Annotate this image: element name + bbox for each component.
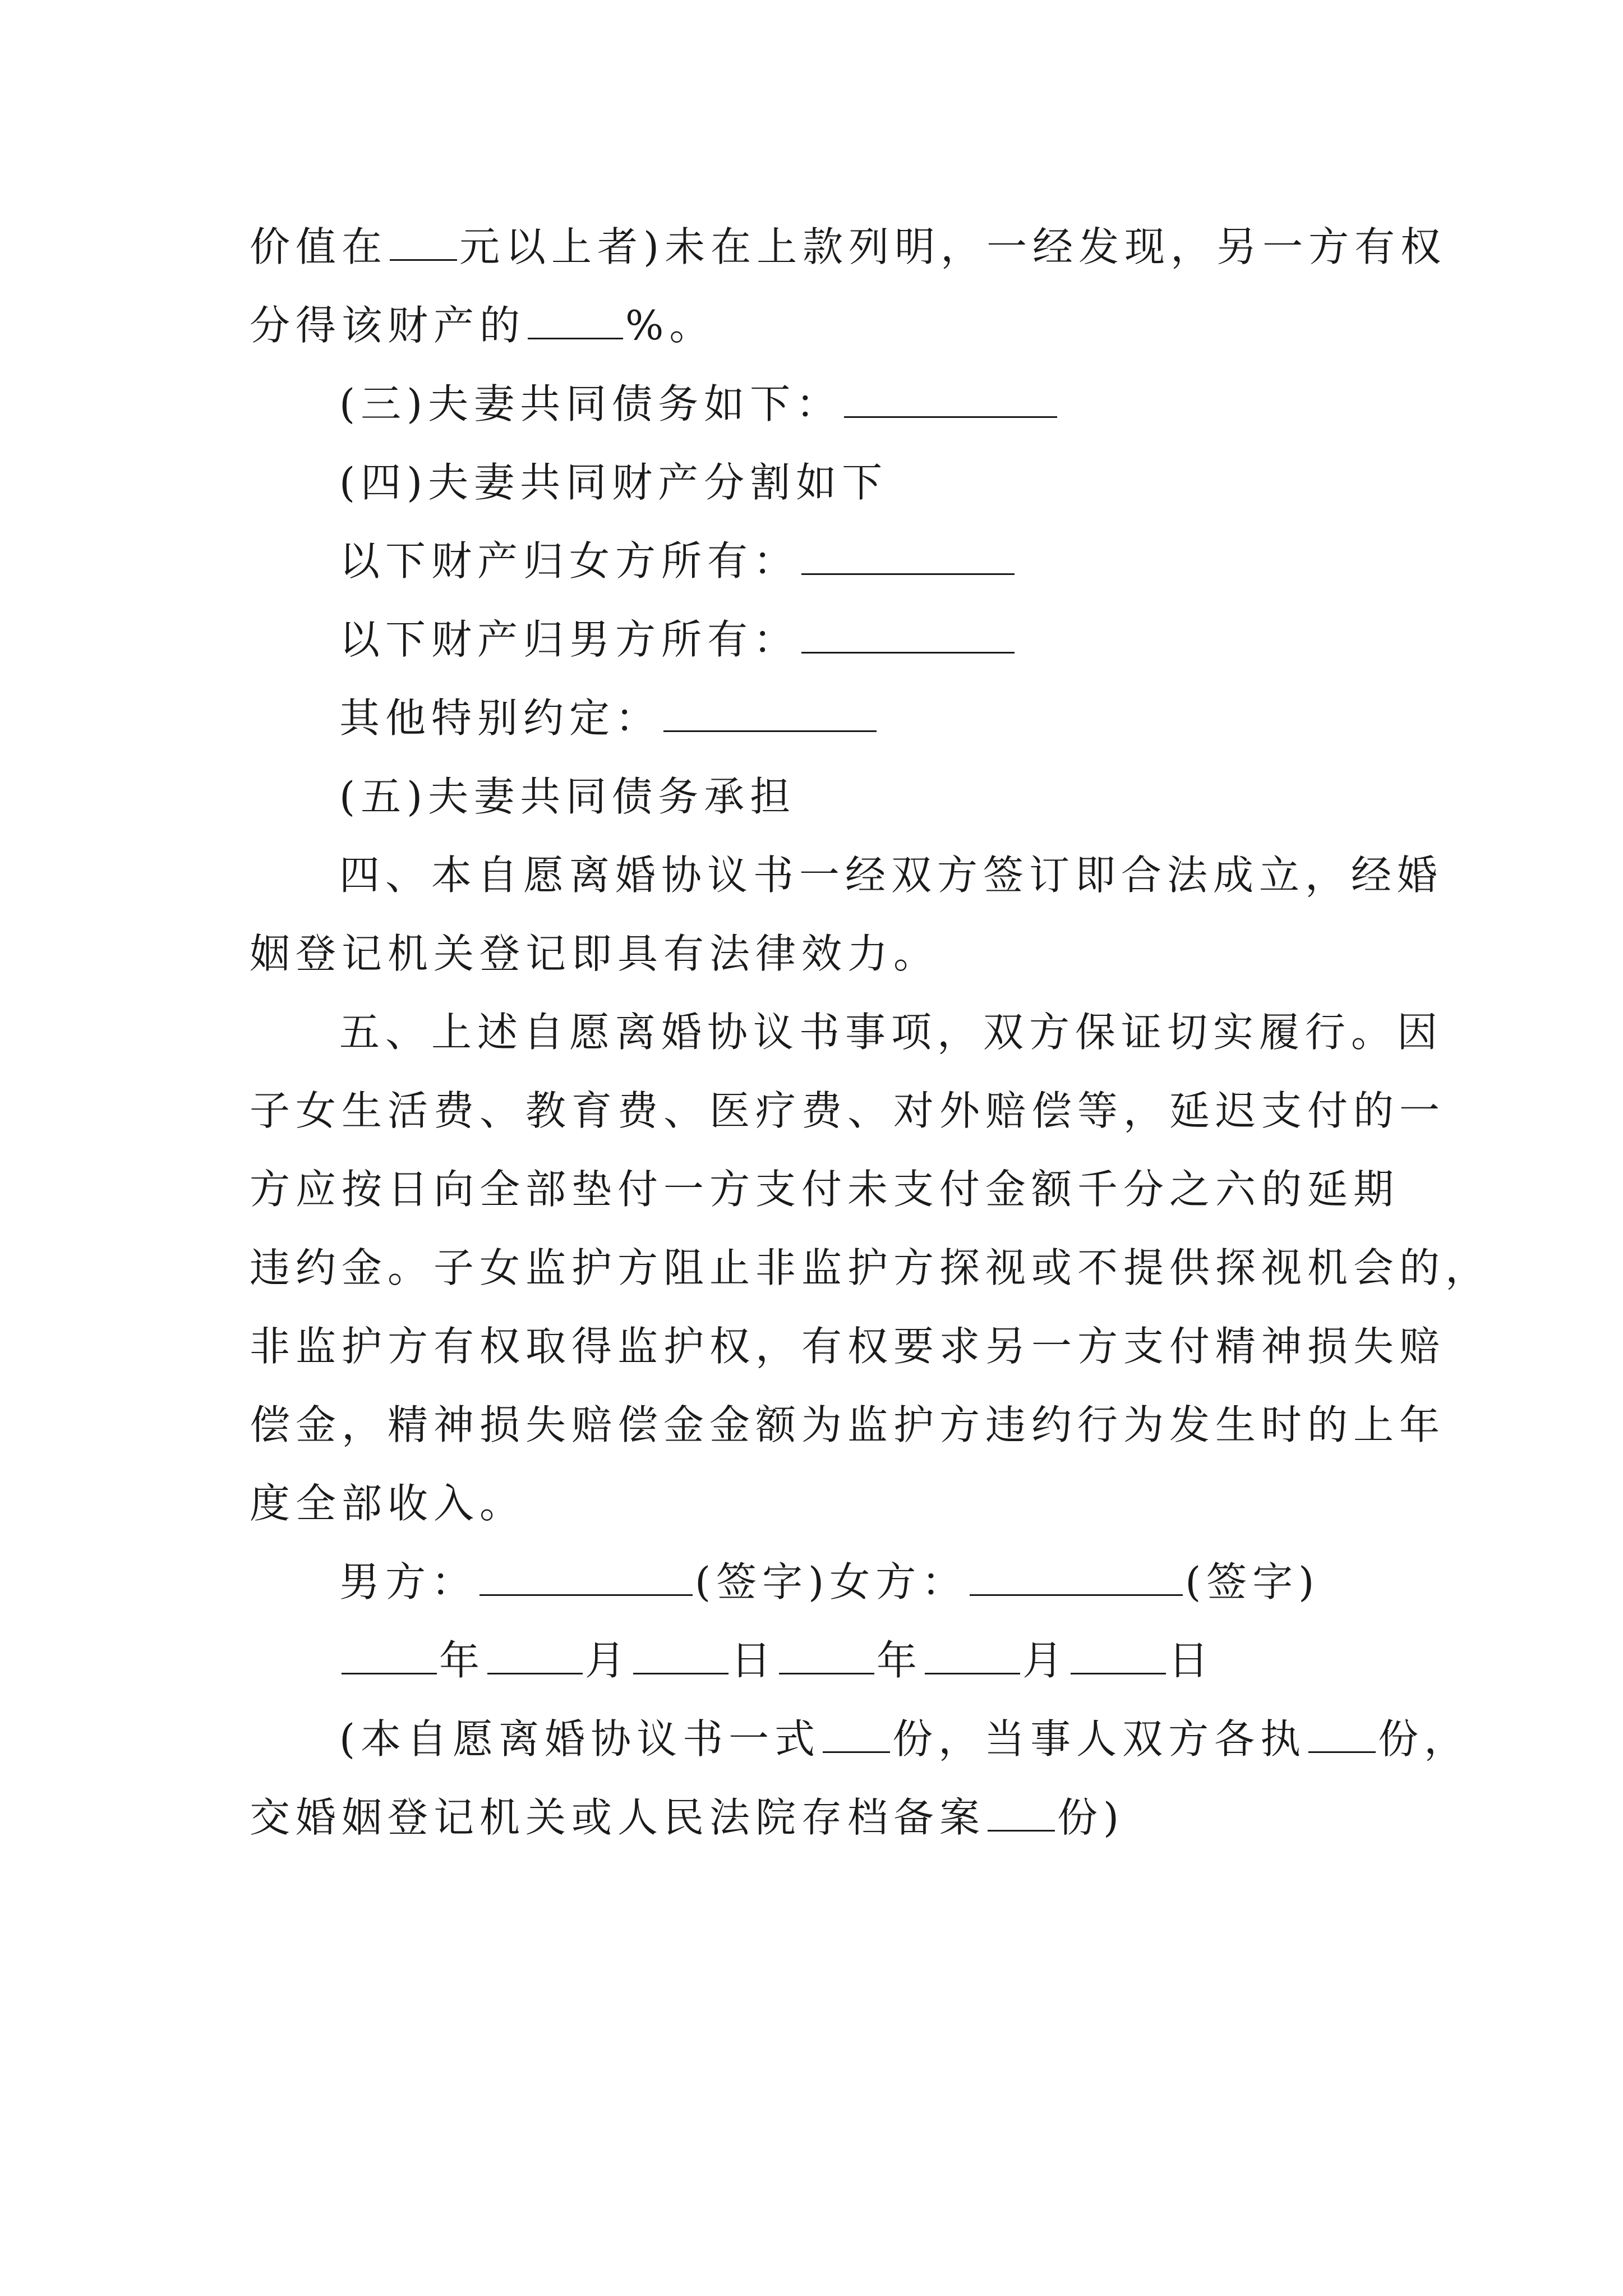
text-line — [250, 365, 1388, 443]
year-label: 年 — [877, 1637, 923, 1684]
note-text: 份，当事人双方各执 — [892, 1715, 1307, 1763]
line-text: 非监护方有权取得监护权，有权要求另一方支付精神损失赔 — [250, 1323, 1446, 1370]
line-text: (四)夫妻共同财产分割如下 — [339, 459, 888, 506]
line-text: 价值在 — [250, 223, 388, 270]
text-line — [250, 836, 1444, 914]
month-label: 月 — [1022, 1637, 1069, 1684]
note-text: 交婚姻登记机关或人民法院存档备案 — [250, 1794, 986, 1841]
month-field[interactable] — [925, 1639, 1020, 1674]
day-field[interactable] — [633, 1639, 728, 1674]
document-page — [250, 208, 1492, 1857]
year-field[interactable] — [779, 1639, 874, 1674]
line-text: (三)夫妻共同债务如下： — [339, 380, 842, 427]
sign-label: (签字) — [1185, 1558, 1320, 1605]
copies-field[interactable] — [1308, 1718, 1376, 1753]
line-text: 姻登记机关登记即具有法律效力。 — [250, 930, 940, 977]
note-text: 份， — [1378, 1715, 1470, 1763]
month-field[interactable] — [487, 1639, 583, 1674]
text-line — [250, 286, 1388, 365]
male-label: 男方： — [339, 1558, 478, 1605]
line-text: 偿金，精神损失赔偿金金额为监护方违约行为发生时的上年 — [250, 1401, 1446, 1448]
line-text: 其他特别约定： — [339, 694, 662, 742]
sign-label: (签字) — [695, 1558, 830, 1605]
text-line — [250, 522, 1388, 600]
text-line — [250, 993, 1444, 1071]
text-line — [250, 1228, 1492, 1307]
text-line — [250, 208, 1447, 286]
note-text: (本自愿离婚协议书一式 — [339, 1715, 821, 1763]
day-field[interactable] — [1071, 1639, 1166, 1674]
note-line — [250, 1778, 1388, 1857]
line-text: 度全部收入。 — [250, 1480, 526, 1527]
copies-field[interactable] — [988, 1796, 1055, 1832]
note-text: 份) — [1057, 1794, 1125, 1841]
line-text: 四、本自愿离婚协议书一经双方签订即合法成立，经婚 — [339, 852, 1444, 899]
date-line — [250, 1621, 1388, 1700]
female-label: 女方： — [829, 1558, 968, 1605]
text-line — [250, 1150, 1400, 1228]
line-text: 分得该财产的 — [250, 302, 526, 349]
text-line — [250, 600, 1388, 679]
line-text: 子女生活费、教育费、医疗费、对外赔偿等，延迟支付的一 — [250, 1087, 1446, 1134]
signature-line — [250, 1543, 1388, 1621]
blank-field[interactable] — [390, 226, 457, 261]
blank-field[interactable] — [801, 540, 1015, 575]
blank-field[interactable] — [801, 618, 1015, 654]
year-label: 年 — [439, 1637, 486, 1684]
line-text: 方应按日向全部垫付一方支付未支付金额千分之六的延期 — [250, 1166, 1400, 1213]
text-line — [250, 1464, 1388, 1543]
text-line — [250, 1307, 1446, 1386]
female-signature-field[interactable] — [970, 1561, 1183, 1596]
text-line — [250, 914, 1388, 993]
note-line — [250, 1700, 1470, 1778]
day-label: 日 — [731, 1637, 777, 1684]
line-text: 元以上者)未在上款列明，一经发现，另一方有权 — [459, 223, 1447, 270]
month-label: 月 — [585, 1637, 631, 1684]
line-text: 违约金。子女监护方阻止非监护方探视或不提供探视机会的， — [250, 1244, 1492, 1291]
day-label: 日 — [1168, 1637, 1215, 1684]
line-text: (五)夫妻共同债务承担 — [339, 773, 796, 820]
blank-field[interactable] — [528, 304, 623, 339]
line-text: 五、上述自愿离婚协议书事项，双方保证切实履行。因 — [339, 1009, 1444, 1056]
line-text: %。 — [625, 302, 716, 349]
copies-field[interactable] — [823, 1718, 890, 1753]
line-text: 以下财产归男方所有： — [339, 616, 800, 663]
text-line — [250, 1071, 1446, 1150]
text-line — [250, 1386, 1446, 1464]
blank-field[interactable] — [844, 383, 1057, 418]
blank-field[interactable] — [663, 697, 877, 732]
text-line — [250, 679, 1388, 757]
line-text: 以下财产归女方所有： — [339, 537, 800, 585]
male-signature-field[interactable] — [479, 1561, 693, 1596]
year-field[interactable] — [342, 1639, 437, 1674]
text-line — [250, 757, 1388, 836]
text-line — [250, 443, 1388, 522]
